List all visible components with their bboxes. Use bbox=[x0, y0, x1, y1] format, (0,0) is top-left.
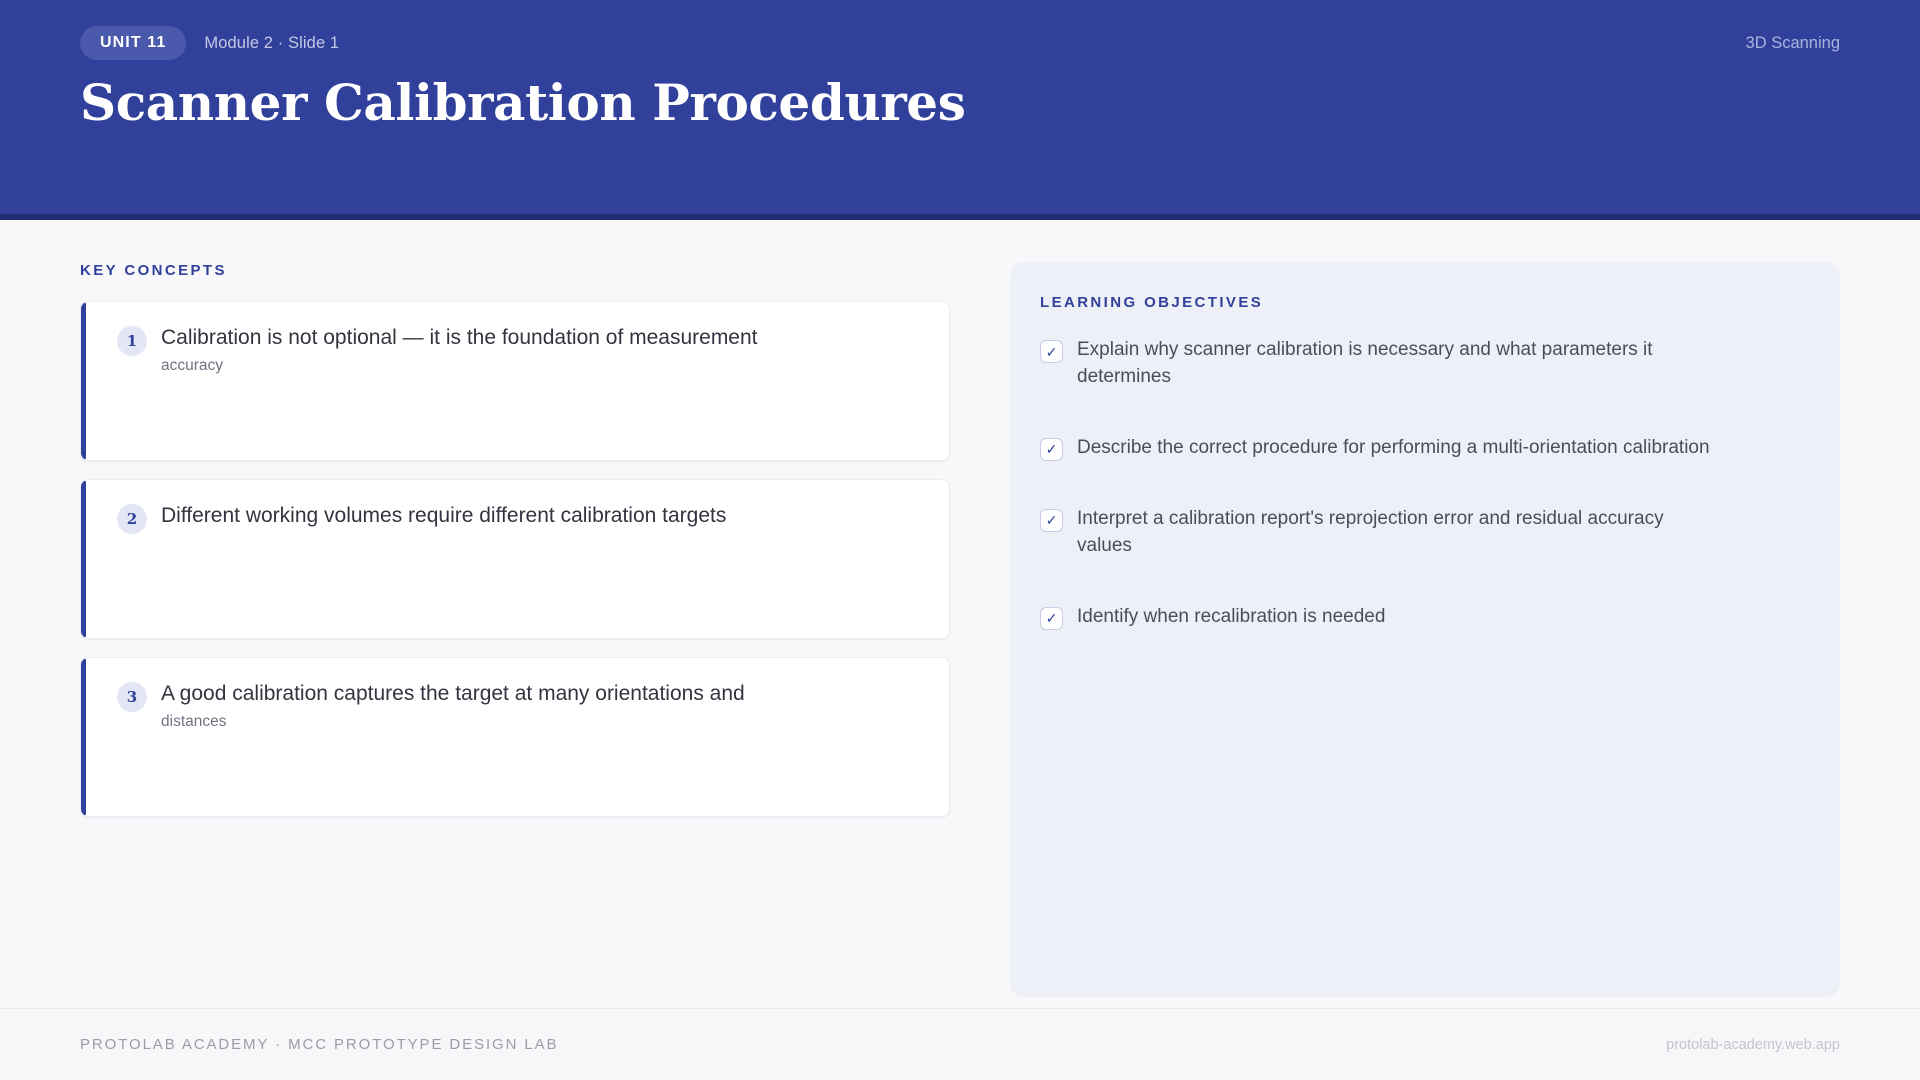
concept-card[interactable] bbox=[80, 657, 950, 817]
header-accent-bar bbox=[0, 214, 1920, 220]
header-meta-row bbox=[80, 26, 1840, 60]
concept-title: Calibration is not optional — it is the foundation of measurement bbox=[161, 326, 758, 349]
objective-item[interactable] bbox=[1040, 506, 1802, 560]
concept-text-block bbox=[161, 680, 923, 731]
objective-item[interactable] bbox=[1040, 337, 1802, 391]
slide-body bbox=[0, 220, 1920, 1008]
checkbox-checked-icon[interactable]: ✓ bbox=[1040, 438, 1063, 461]
objective-item[interactable] bbox=[1040, 604, 1802, 631]
concept-number-badge: 3 bbox=[117, 682, 147, 712]
objective-text: Explain why scanner calibration is necessary and what parameters it determines bbox=[1077, 339, 1653, 387]
footer-url: protolab-academy.web.app bbox=[1666, 1036, 1840, 1053]
objective-text: Interpret a calibration report's reprojection error and residual accuracy values bbox=[1077, 507, 1664, 556]
slide-header bbox=[0, 0, 1920, 220]
concept-title: Different working volumes require different calibration targets bbox=[161, 504, 727, 527]
concept-row bbox=[117, 502, 923, 534]
concept-number-badge: 1 bbox=[117, 326, 147, 356]
objective-item[interactable] bbox=[1040, 435, 1802, 462]
topic-label: 3D Scanning bbox=[1745, 33, 1840, 52]
concept-row bbox=[117, 324, 923, 375]
checkbox-checked-icon[interactable]: ✓ bbox=[1040, 509, 1063, 532]
objective-text: Identify when recalibration is needed bbox=[1077, 605, 1386, 627]
concept-title: A good calibration captures the target at many orientations and bbox=[161, 682, 745, 705]
learning-objectives-list bbox=[1040, 337, 1802, 631]
learning-objectives-heading: LEARNING OBJECTIVES bbox=[1040, 294, 1264, 311]
unit-badge: UNIT 11 bbox=[80, 26, 186, 60]
page-title: Scanner Calibration Procedures bbox=[80, 73, 966, 132]
concept-text-block bbox=[161, 324, 923, 375]
learning-objectives-panel bbox=[1010, 262, 1840, 997]
concept-subtitle: distances bbox=[161, 713, 227, 731]
footer-brand: PROTOLAB ACADEMY · MCC PROTOTYPE DESIGN LAB bbox=[80, 1036, 559, 1053]
concept-text-block bbox=[161, 502, 923, 529]
breadcrumb: Module 2 · Slide 1 bbox=[204, 33, 340, 52]
slide-footer bbox=[0, 1008, 1920, 1080]
objective-text: Describe the correct procedure for performing a multi-orientation calibration bbox=[1077, 436, 1710, 458]
key-concepts-heading: KEY CONCEPTS bbox=[80, 262, 227, 279]
concept-subtitle: accuracy bbox=[161, 357, 224, 375]
learning-objectives-column bbox=[1010, 262, 1840, 1008]
key-concepts-list bbox=[80, 301, 950, 817]
concept-card[interactable] bbox=[80, 479, 950, 639]
key-concepts-column bbox=[80, 262, 950, 1008]
checkbox-checked-icon[interactable]: ✓ bbox=[1040, 340, 1063, 363]
concept-row bbox=[117, 680, 923, 731]
concept-number-badge: 2 bbox=[117, 504, 147, 534]
checkbox-checked-icon[interactable]: ✓ bbox=[1040, 607, 1063, 630]
concept-card[interactable] bbox=[80, 301, 950, 461]
